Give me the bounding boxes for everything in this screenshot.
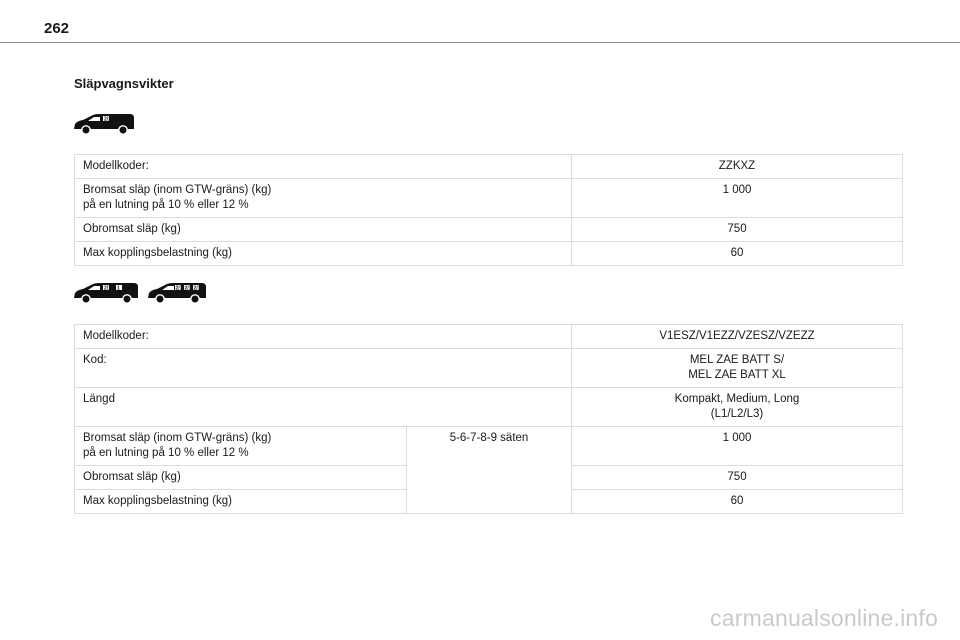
header-divider — [0, 42, 960, 43]
seats-value: 5-6-7-8-9 säten — [407, 427, 572, 514]
seat-marker: 2/1 — [104, 116, 111, 123]
code-value — [572, 349, 903, 388]
row-label — [75, 242, 572, 266]
row-value — [572, 242, 903, 266]
seat-marker: 2/1 — [104, 285, 111, 292]
row-label-line: på en lutning på 10 % eller 12 % — [83, 199, 249, 211]
row-label — [75, 179, 572, 218]
row-value-line: 1 000 — [722, 184, 752, 196]
table-row — [75, 325, 903, 349]
length-value-line: Kompakt, Medium, Long — [674, 393, 800, 405]
row-value — [572, 179, 903, 218]
row-value — [572, 218, 903, 242]
table-row — [75, 388, 903, 427]
row-label-line: Modellkoder: — [83, 160, 149, 172]
code-value-line: MEL ZAE BATT S/ — [689, 354, 785, 366]
section-title: Släpvagnsvikter — [74, 76, 174, 91]
coupling-label: Max kopplingsbelastning (kg) — [75, 490, 407, 514]
braked-label — [75, 427, 407, 466]
table-row — [75, 349, 903, 388]
page-number: 262 — [44, 20, 70, 37]
model-value: V1ESZ/V1EZZ/VZESZ/VZEZZ — [572, 325, 903, 349]
towing-table-2 — [74, 324, 903, 514]
unbraked-value: 750 — [572, 466, 903, 490]
coupling-value: 60 — [572, 490, 903, 514]
row-label — [75, 155, 572, 179]
unbraked-label: Obromsat släp (kg) — [75, 466, 407, 490]
length-value — [572, 388, 903, 427]
length-label: Längd — [75, 388, 572, 427]
table-row — [75, 218, 903, 242]
model-label: Modellkoder: — [75, 325, 572, 349]
code-value-line: MEL ZAE BATT XL — [688, 369, 786, 381]
van-6-seat-icon — [72, 281, 140, 305]
code-label: Kod: — [75, 349, 572, 388]
braked-value: 1 000 — [572, 427, 903, 466]
row-label-line: Bromsat släp (inom GTW-gräns) (kg) — [83, 184, 272, 196]
length-value-line: (L1/L2/L3) — [710, 408, 764, 420]
seat-marker: 2/1 — [175, 285, 183, 292]
row-value-line: 750 — [727, 223, 747, 235]
braked-label-line: Bromsat släp (inom GTW-gräns) (kg) — [83, 432, 272, 444]
table-row — [75, 427, 903, 466]
braked-label-line: på en lutning på 10 % eller 12 % — [83, 447, 249, 459]
van-3-seat-icon — [72, 112, 136, 136]
seat-marker-single: 1 — [117, 285, 120, 292]
van-9-seat-icon — [146, 281, 208, 305]
row-label-line: Obromsat släp (kg) — [83, 223, 181, 235]
row-value-line: ZZKXZ — [718, 160, 756, 172]
table-row — [75, 155, 903, 179]
row-label-line: Max kopplingsbelastning (kg) — [83, 247, 232, 259]
row-label — [75, 218, 572, 242]
watermark: carmanualsonline.info — [710, 605, 938, 631]
seat-marker: 2/1 — [184, 285, 192, 292]
table-row — [75, 242, 903, 266]
seat-marker: 2/1 — [193, 285, 201, 292]
row-value-line: 60 — [730, 247, 744, 259]
towing-table-1 — [74, 154, 903, 266]
table-row — [75, 179, 903, 218]
row-value — [572, 155, 903, 179]
